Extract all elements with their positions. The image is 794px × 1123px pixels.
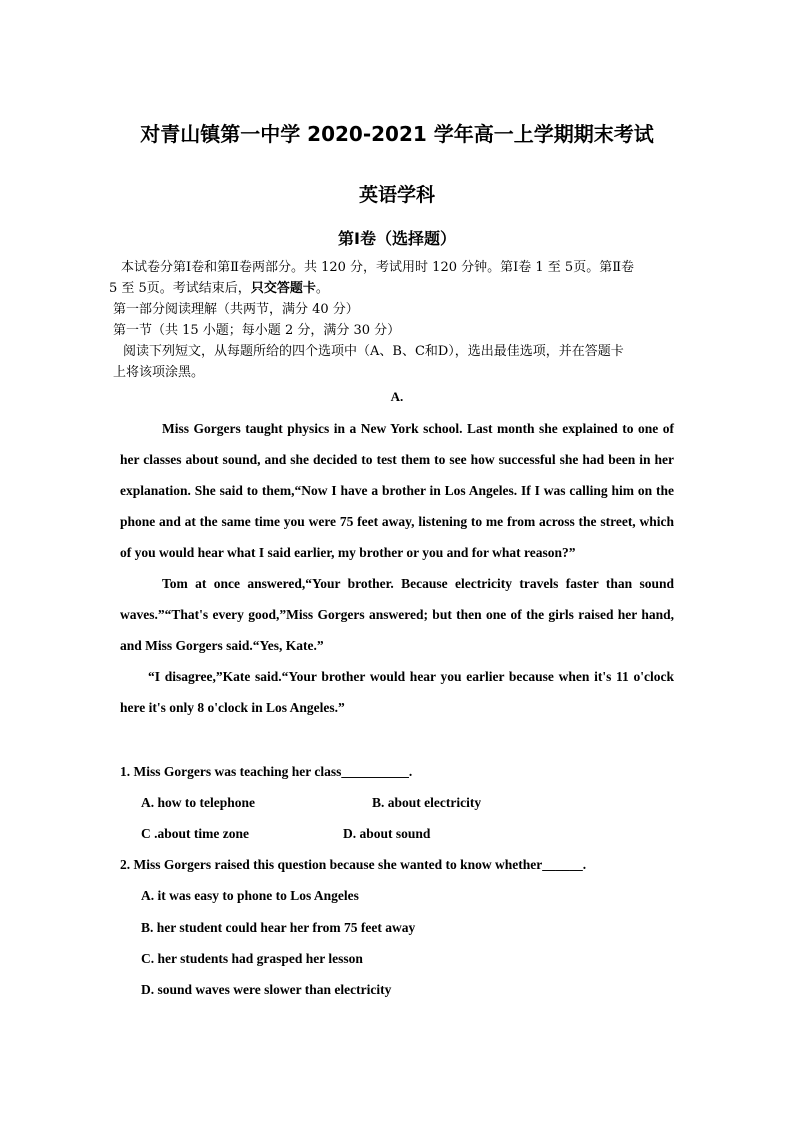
instructions-line-2-text: 5 至 5页。考试结束后， <box>109 281 251 296</box>
instructions-line-2-end: 。 <box>315 281 329 296</box>
question-1-option-a: A. how to telephone <box>141 795 255 810</box>
exam-title: 对青山镇第一中学 2020-2021 学年高一上学期期末考试 <box>140 122 654 146</box>
subject-heading: 英语学科 <box>358 184 435 206</box>
passage-label: A. <box>390 389 404 404</box>
reading-instruction-line-2: 上将该项涂黑。 <box>113 365 205 380</box>
passage-body <box>120 413 674 723</box>
question-2-option-b: B. her student could hear her from 75 feet away <box>141 920 416 935</box>
instructions-line-1: 本试卷分第Ⅰ卷和第Ⅱ卷两部分。共 120 分，考试用时 120 分钟。第Ⅰ卷 1 至 5页。第Ⅱ卷 <box>121 260 635 275</box>
question-1-option-b: B. about electricity <box>372 795 482 810</box>
part-one-heading: 第一部分阅读理解（共两节，满分 40 分） <box>113 302 359 317</box>
question-2-option-d: D. sound waves were slower than electricity <box>141 982 392 997</box>
section-heading: 第Ⅰ卷（选择题） <box>338 229 456 248</box>
passage-paragraph-3: “I disagree,”Kate said.“Your brother would hear you earlier because when it's 11 o'clock here it's only 8 o'clock in Los Angeles.” <box>120 669 674 715</box>
question-2-option-a: A. it was easy to phone to Los Angeles <box>141 888 359 903</box>
question-1-option-c: C .about time zone <box>141 826 249 841</box>
instructions-line-2 <box>109 279 675 299</box>
instructions-emphasis: 只交答题卡 <box>250 281 316 296</box>
passage-paragraph-2: Tom at once answered,“Your brother. Because electricity travels faster than sound waves.”“That's every good,”Miss Gorgers answered; but then one of the girls raised her hand, and Miss Gorgers said.“Yes, Kate.” <box>120 576 674 653</box>
question-2-option-c: C. her students had grasped her lesson <box>141 951 363 966</box>
section-one-heading: 第一节（共 15 小题；每小题 2 分，满分 30 分） <box>113 323 401 338</box>
question-1-option-d: D. about sound <box>343 826 431 841</box>
question-2-stem: 2. Miss Gorgers raised this question because she wanted to know whether______. <box>120 857 587 872</box>
passage-paragraph-1: Miss Gorgers taught physics in a New York school. Last month she explained to one of her classes about sound, and she decided to test them to see how successful she had been in her explanation. She said to them,“Now I have a brother in Los Angeles. If I was calling him on the phone and at the same time you were 75 feet away, listening to me from across the street, which of you would hear what I said earlier, my brother or you and for what reason?” <box>120 421 674 560</box>
question-1-stem: 1. Miss Gorgers was teaching her class__________. <box>120 764 413 779</box>
reading-instruction-line-1: 阅读下列短文，从每题所给的四个选项中（A、B、C和D），选出最佳选项，并在答题卡 <box>123 344 624 359</box>
